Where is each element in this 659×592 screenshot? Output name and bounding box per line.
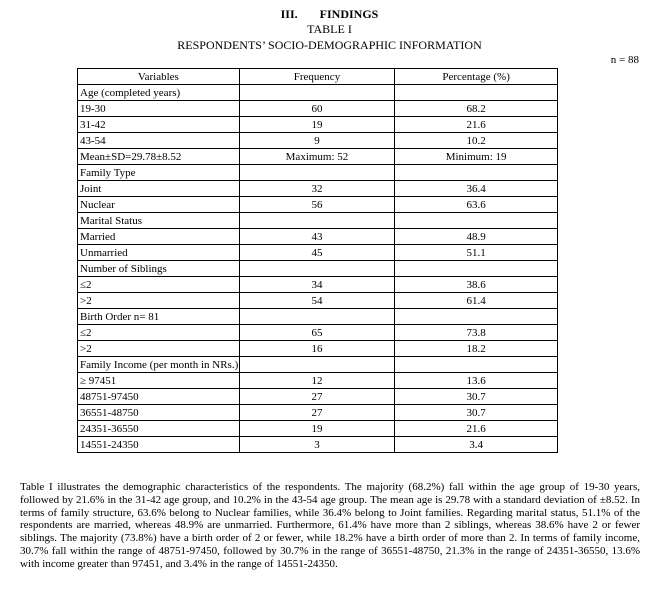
table-row (78, 229, 558, 245)
table-row (78, 293, 558, 309)
percentage-cell: 10.2 (395, 133, 558, 149)
table-row (78, 405, 558, 421)
table-row (78, 101, 558, 117)
frequency-cell: 27 (239, 389, 395, 405)
variable-cell: ≥ 97451 (78, 373, 240, 389)
percentage-cell: 73.8 (395, 325, 558, 341)
percentage-cell (395, 309, 558, 325)
frequency-cell: 54 (239, 293, 395, 309)
percentage-cell (395, 213, 558, 229)
group-label: Family Income (per month in NRs.) (78, 357, 240, 373)
table-row (78, 149, 558, 165)
table-group-row (78, 213, 558, 229)
table-row (78, 277, 558, 293)
frequency-cell: 56 (239, 197, 395, 213)
table-subtitle: RESPONDENTS’ SOCIO-DEMOGRAPHIC INFORMATION (177, 38, 482, 52)
variable-cell: >2 (78, 341, 240, 357)
table-body (78, 85, 558, 453)
frequency-cell: 12 (239, 373, 395, 389)
frequency-cell: 45 (239, 245, 395, 261)
frequency-cell: 9 (239, 133, 395, 149)
table-group-row (78, 261, 558, 277)
percentage-cell (395, 85, 558, 101)
percentage-cell: Minimum: 19 (395, 149, 558, 165)
table-row (78, 181, 558, 197)
frequency-cell (239, 309, 395, 325)
variable-cell: Mean±SD=29.78±8.52 (78, 149, 240, 165)
table-row (78, 133, 558, 149)
variable-cell: Joint (78, 181, 240, 197)
variable-cell: 48751-97450 (78, 389, 240, 405)
table-row (78, 437, 558, 453)
frequency-cell (239, 357, 395, 373)
percentage-cell: 51.1 (395, 245, 558, 261)
percentage-cell (395, 357, 558, 373)
group-label: Age (completed years) (78, 85, 240, 101)
table-row (78, 421, 558, 437)
table-group-row (78, 165, 558, 181)
table-row (78, 373, 558, 389)
percentage-cell: 38.6 (395, 277, 558, 293)
frequency-cell: 34 (239, 277, 395, 293)
percentage-cell: 21.6 (395, 117, 558, 133)
header-variables: Variables (78, 69, 240, 85)
header-frequency: Frequency (239, 69, 395, 85)
frequency-cell: 65 (239, 325, 395, 341)
percentage-cell: 48.9 (395, 229, 558, 245)
table-title: TABLE I (307, 22, 352, 36)
table-row (78, 389, 558, 405)
frequency-cell: 19 (239, 117, 395, 133)
variable-cell: >2 (78, 293, 240, 309)
frequency-cell (239, 213, 395, 229)
variable-cell: ≤2 (78, 277, 240, 293)
percentage-cell (395, 165, 558, 181)
table-row (78, 245, 558, 261)
section-number: III. (280, 7, 298, 21)
table-row (78, 341, 558, 357)
percentage-cell: 30.7 (395, 389, 558, 405)
table-row (78, 325, 558, 341)
variable-cell: 19-30 (78, 101, 240, 117)
demographics-table (77, 68, 558, 453)
table-group-row (78, 309, 558, 325)
frequency-cell: 32 (239, 181, 395, 197)
variable-cell: 36551-48750 (78, 405, 240, 421)
percentage-cell: 61.4 (395, 293, 558, 309)
percentage-cell: 13.6 (395, 373, 558, 389)
frequency-cell (239, 85, 395, 101)
section-title: FINDINGS (319, 7, 379, 21)
percentage-cell: 36.4 (395, 181, 558, 197)
frequency-cell: 19 (239, 421, 395, 437)
frequency-cell: 3 (239, 437, 395, 453)
section-heading (0, 7, 659, 21)
frequency-cell: 43 (239, 229, 395, 245)
variable-cell: 31-42 (78, 117, 240, 133)
table-row (78, 117, 558, 133)
variable-cell: 43-54 (78, 133, 240, 149)
table-group-row (78, 85, 558, 101)
frequency-cell: 60 (239, 101, 395, 117)
variable-cell: 24351-36550 (78, 421, 240, 437)
frequency-cell: Maximum: 52 (239, 149, 395, 165)
group-label: Family Type (78, 165, 240, 181)
frequency-cell: 27 (239, 405, 395, 421)
table-group-row (78, 357, 558, 373)
percentage-cell: 3.4 (395, 437, 558, 453)
variable-cell: Nuclear (78, 197, 240, 213)
percentage-cell (395, 261, 558, 277)
frequency-cell (239, 165, 395, 181)
variable-cell: 14551-24350 (78, 437, 240, 453)
percentage-cell: 68.2 (395, 101, 558, 117)
percentage-cell: 18.2 (395, 341, 558, 357)
group-label: Number of Siblings (78, 261, 240, 277)
table-header-row (78, 69, 558, 85)
percentage-cell: 21.6 (395, 421, 558, 437)
percentage-cell: 30.7 (395, 405, 558, 421)
table-row (78, 197, 558, 213)
header-percentage: Percentage (%) (395, 69, 558, 85)
variable-cell: Unmarried (78, 245, 240, 261)
frequency-cell: 16 (239, 341, 395, 357)
group-label: Birth Order n= 81 (78, 309, 240, 325)
percentage-cell: 63.6 (395, 197, 558, 213)
frequency-cell (239, 261, 395, 277)
group-label: Marital Status (78, 213, 240, 229)
variable-cell: Married (78, 229, 240, 245)
sample-size: n = 88 (610, 54, 639, 66)
variable-cell: ≤2 (78, 325, 240, 341)
findings-paragraph: Table I illustrates the demographic characteristics of the respondents. The majority (68.2%) fall within the age group of 19-30 years, followed by 21.6% in the 31-42 age group, and 10.2% in the 43-54 age group. The mean age is 29.78 with a standard deviation of ±8.52. In terms of family structure, 63.6% belong to Nuclear families, while 36.4% belong to Joint families. Regarding marital status, 51.1% of the respondents are married, whereas 48.9% are unmarried. Furthermore, 61.4% have more than 2 siblings, whereas 38.6% have 2 or fewer siblings. The majority (73.8%) have a birth order of 2 or fewer, while 18.2% have a birth order of more than 2. In terms of family income, 30.7% fall within the range of 48751-97450, followed by 30.7% in the range of 36551-48750, 21.3% in the range of 24351-36550, 13.6% with income greater than 97451, and 3.4% in the range of 14551-24350. (20, 481, 640, 570)
